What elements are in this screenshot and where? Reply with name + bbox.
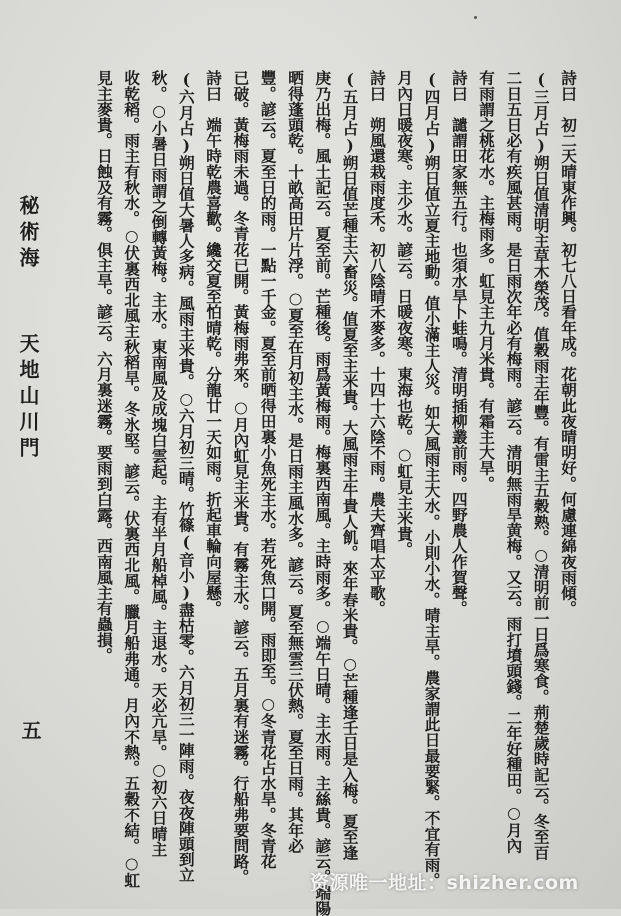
text-column: (五月占)朔日值芒種主六畜災。值夏至主米貴。大風雨主牛貴人飢。來年春米貴。○芒種逢壬日是入梅。夏至逢 bbox=[340, 70, 360, 861]
text-column: 豐。諺云。夏至日的雨。一點一千金。夏至前晒得田裏小魚死主水。若死魚口開。雨即至。○冬青花占水旱。冬青花 bbox=[258, 70, 278, 869]
running-head bbox=[14, 195, 43, 463]
running-head-chapter: 天地山川門 bbox=[16, 333, 40, 463]
text-column: (三月占)朔日值清明主草木榮茂。值穀雨主年豐。有雷主五穀熟。○清明前一日爲寒食。荊楚歲時記云。冬至百 bbox=[531, 70, 551, 861]
speck-mark bbox=[474, 16, 477, 19]
text-column: 庚乃出梅。風土記云。夏至前。芒種後。雨爲黃梅雨。梅裏西南風。主時雨多。○端午日晴。主水雨。主絲貴。諺云。端陽 bbox=[313, 70, 333, 916]
page-number: 五 bbox=[18, 720, 42, 740]
text-column: (四月占)朔日值立夏主地動。值小滿主人災。如大風雨主大水。小則小水。晴主旱。農家謂此日最要緊。不宜有雨。 bbox=[422, 70, 442, 888]
text-column: 秋。○小暑日雨謂之倒轉黃梅。主水。東南風及成塊白雲起。主有半月船棹風。主退水。天必亢旱。○初六日晴主 bbox=[149, 70, 169, 857]
text-column: 詩曰 初二天晴東作興。初七八日看年成。花朝此夜晴明好。何慮連綿夜雨傾。 bbox=[559, 70, 578, 616]
text-column: 見主麥貴。日蝕及有霧。俱主旱。諺云。六月裏迷霧。要雨到白露。西南風主有蟲損。 bbox=[94, 70, 114, 663]
text-column: (六月占)朔日值大暑人多病。風雨主米貴。○六月初三晴。竹篠(音小)盡枯零。六月初三一陣雨。夜夜陣頭到立 bbox=[176, 70, 196, 883]
text-column: 詩曰 朔風還栽雨度禾。初八陰晴禾麥多。十四十六陰不雨。農夫齊唱太平歌。 bbox=[367, 70, 387, 616]
text-column: 有雨謂之桃花水。主梅雨多。虹見主九月米貴。有霜主大旱。 bbox=[477, 70, 497, 492]
site-watermark: 资源唯一地址：shizher.com bbox=[310, 872, 579, 894]
text-column: 二日五日必有疾風甚雨。是日雨次年必有梅雨。諺云。清明無雨旱黄梅。又云。雨打墳頭錢。二年好種田。○月內 bbox=[504, 70, 524, 854]
text-column: 詩曰 譴謂田家無五行。也須水旱卜蛙鳴。清明插柳叢前雨。四野農人作賀聲。 bbox=[449, 70, 469, 616]
text-column: 晒得蓬頭乾。十畝高田片片浮。○夏至在月初主水。是日雨主風水多。諺云。夏至無雲三伏熱。夏至日雨。其年必 bbox=[286, 70, 305, 854]
text-column: 收乾稻。雨主有秋水。○伏裏西北風主秋稻旱。冬氷堅。諺云。伏裏西北風。臘月船弗通。月內不熱。五穀不結。○虹 bbox=[122, 70, 142, 888]
text-column: 詩曰 端午時乾農喜歡。纔交夏至怕晴乾。分龍廿一天如雨。折起車輪向屋懸。 bbox=[204, 70, 224, 616]
text-column: 月內日暖夜寒。主少水。諺云。日暖夜寒。東海也乾。○虹見主米貴。 bbox=[395, 70, 415, 557]
running-head-book: 秘術海 bbox=[16, 195, 40, 273]
text-column: 已破。黃梅雨未過。冬青花已開。黃梅雨弗來。○月內虹見主米貴。有霧主水。諺云。五月裏有迷霧。行船弗要問路。 bbox=[231, 70, 251, 885]
